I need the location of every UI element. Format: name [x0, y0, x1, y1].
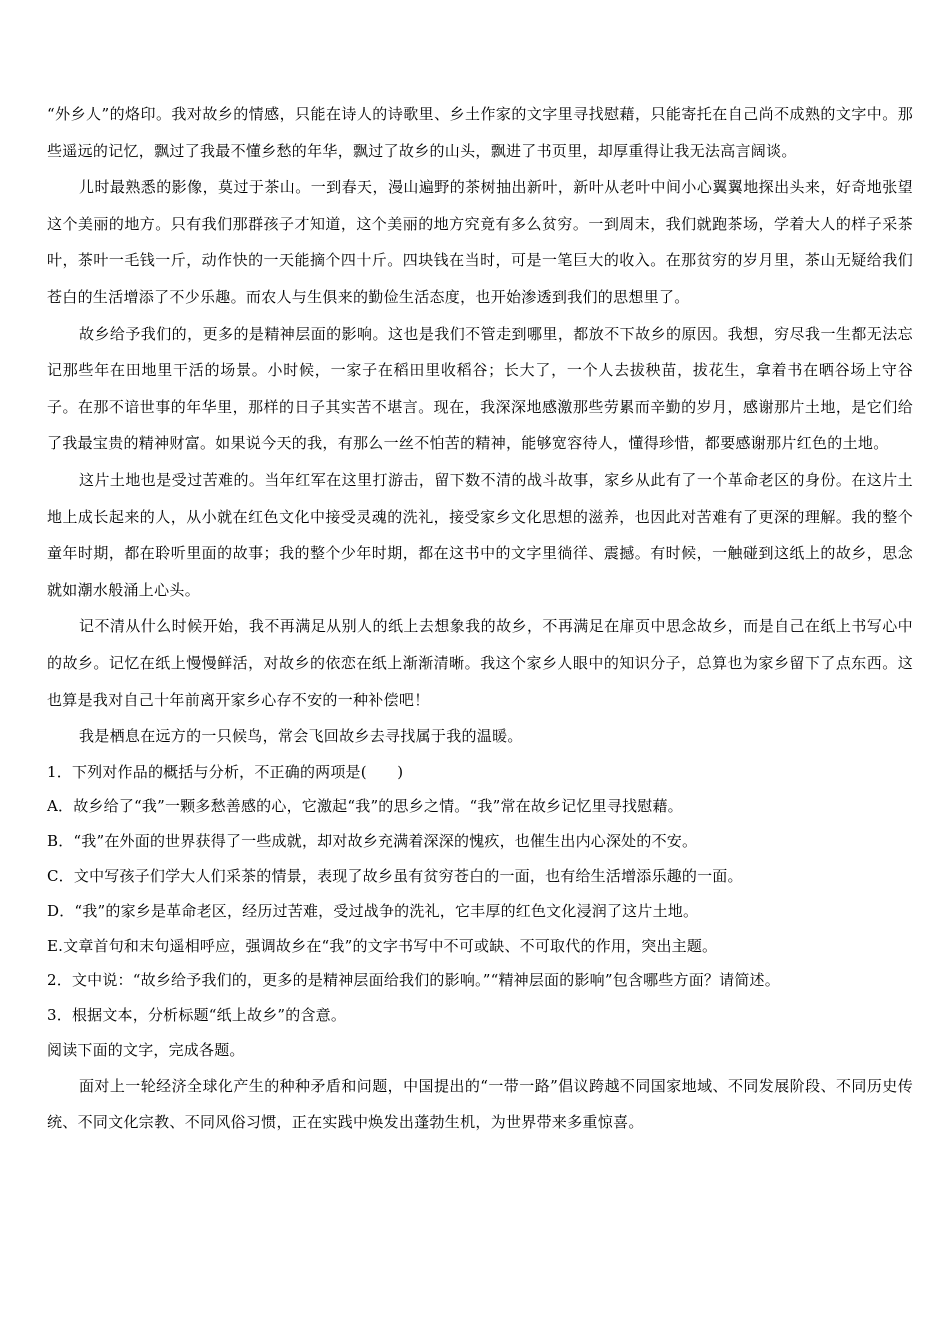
question-1-stem: 1．下列对作品的概括与分析，不正确的两项是( )	[47, 762, 404, 781]
question-1-option-c: C．文中写孩子们学大人们采茶的情景，表现了故乡虽有贫穷苍白的一面，也有给生活增添乐趣的一面。	[47, 867, 743, 886]
passage1-paragraph-1: “外乡人”的烙印。我对故乡的情感，只能在诗人的诗歌里、乡土作家的文字里寻找慰藉，只能寄托在自己尚不成熟的文字中。那些遥远的记忆，飘过了我最不懂乡愁的年华，飘过了故乡的山头，飘进了书页里，却厚重得让我无法高言阔谈。	[47, 105, 913, 160]
passage1-paragraph-6: 我是栖息在远方的一只候鸟，常会飞回故乡去寻找属于我的温暖。	[79, 727, 523, 746]
passage2-paragraph: 面对上一轮经济全球化产生的种种矛盾和问题，中国提出的“一带一路”倡议跨越不同国家地域、不同发展阶段、不同历史传统、不同文化宗教、不同风俗习惯，正在实践中焕发出蓬勃生机，为世界带来多重惊喜。	[47, 1076, 913, 1132]
passage2-instruction: 阅读下面的文字，完成各题。	[47, 1041, 245, 1060]
passage1-paragraph-2: 儿时最熟悉的影像，莫过于茶山。一到春天，漫山遍野的茶树抽出新叶，新叶从老叶中间小心翼翼地探出头来，好奇地张望这个美丽的地方。只有我们那群孩子才知道，这个美丽的地方究竟有多么贫穷。一到周末，我们就跑茶场，学着大人的样子采茶叶，茶叶一毛钱一斤，动作快的一天能摘个四十斤。四块钱在当时，可是一笔巨大的收入。在那贫穷的岁月里，茶山无疑给我们苍白的生活增添了不少乐趣。而农人与生俱来的勤俭生活态度，也开始渗透到我们的思想里了。	[47, 178, 913, 306]
question-1-option-a: A．故乡给了“我”一颗多愁善感的心，它激起“我”的思乡之情。“我”常在故乡记忆里寻找慰藉。	[47, 797, 683, 816]
passage1-paragraph-4: 这片土地也是受过苦难的。当年红军在这里打游击，留下数不清的战斗故事，家乡从此有了一个革命老区的身份。在这片土地上成长起来的人，从小就在红色文化中接受灵魂的洗礼，接受家乡文化思想的滋养，也因此对苦难有了更深的理解。我的整个童年时期，都在聆听里面的故事；我的整个少年时期，都在这书中的文字里徜徉、震撼。有时候，一触碰到这纸上的故乡，思念就如潮水般涌上心头。	[47, 470, 913, 599]
passage1-paragraph-3: 故乡给予我们的，更多的是精神层面的影响。这也是我们不管走到哪里，都放不下故乡的原因。我想，穷尽我一生都无法忘记那些年在田地里干活的场景。小时候，一家子在稻田里收稻谷；长大了，一个人去拔秧苗，拔花生，拿着书在晒谷场上守谷子。在那不谙世事的年华里，那样的日子其实苦不堪言。现在，我深深地感激那些劳累而辛勤的岁月，感谢那片土地，是它们给了我最宝贵的精神财富。如果说今天的我，有那么一丝不怕苦的精神，能够宽容待人，懂得珍惜，都要感谢那片红色的土地。	[47, 324, 913, 453]
question-2: 2．文中说：“故乡给予我们的，更多的是精神层面给我们的影响。”“精神层面的影响”包含哪些方面？请简述。	[47, 971, 780, 990]
passage1-paragraph-5: 记不清从什么时候开始，我不再满足从别人的纸上去想象我的故乡，不再满足在扉页中思念故乡，而是自己在纸上书写心中的故乡。记忆在纸上慢慢鲜活，对故乡的依恋在纸上渐渐清晰。我这个家乡人眼中的知识分子，总算也为家乡留下了点东西。这也算是我对自己十年前离开家乡心存不安的一种补偿吧！	[47, 617, 913, 709]
question-1-option-e: E.文章首句和末句遥相呼应，强调故乡在“我”的文字书写中不可或缺、不可取代的作用，突出主题。	[47, 936, 718, 955]
question-3: 3．根据文本，分析标题“纸上故乡”的含意。	[47, 1006, 347, 1025]
question-1-option-b: B．“我”在外面的世界获得了一些成就，却对故乡充满着深深的愧疚，也催生出内心深处的不安。	[47, 832, 698, 851]
document-page	[47, 96, 913, 1141]
question-1-option-d: D．“我”的家乡是革命老区，经历过苦难，受过战争的洗礼，它丰厚的红色文化浸润了这片土地。	[47, 901, 699, 920]
